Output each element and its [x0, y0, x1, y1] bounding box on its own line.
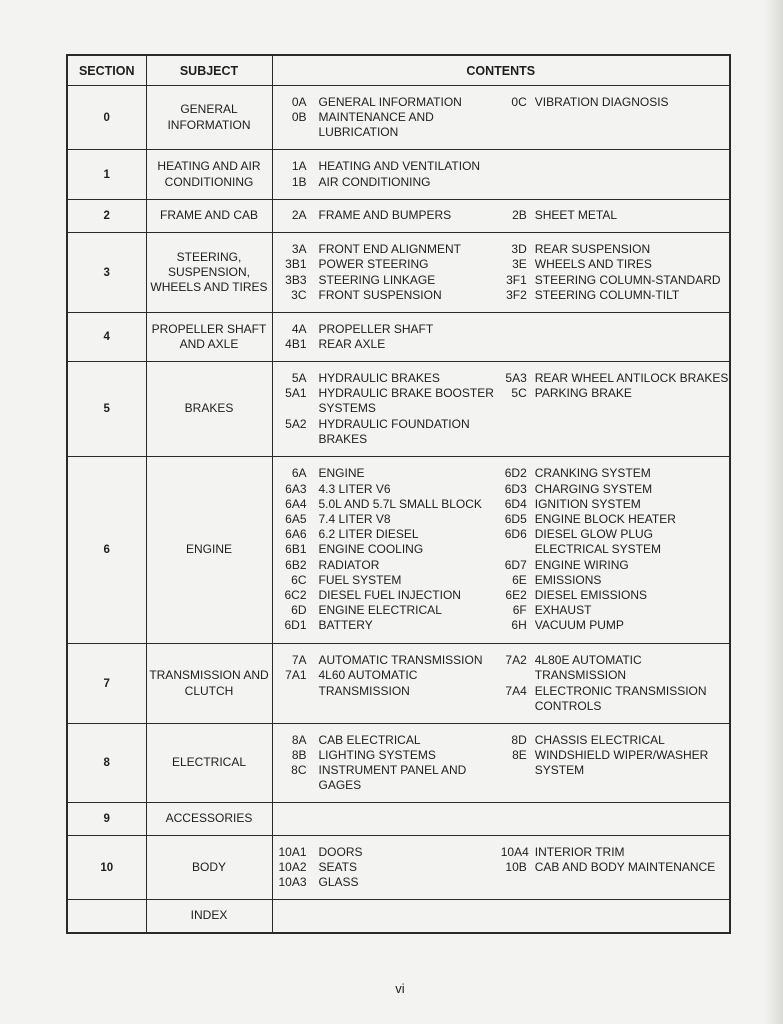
subsection-code: 3E	[512, 257, 527, 272]
subsection-code: 6A6	[285, 527, 307, 542]
subsection-code: 6E	[512, 572, 527, 587]
list-item	[273, 497, 501, 512]
section-contents	[272, 200, 730, 233]
subsection-title: STEERING COLUMN-STANDARD	[534, 272, 721, 287]
list-item	[501, 653, 729, 683]
table-of-contents	[66, 54, 731, 934]
subsection-code: 1A	[291, 159, 307, 174]
list-item	[273, 527, 501, 542]
subsection-code: 7A1	[285, 668, 307, 683]
section-number: 10	[67, 836, 146, 900]
subsection-title: INSTRUMENT PANEL AND GAGES	[318, 763, 467, 793]
subsection-code: 8B	[291, 747, 307, 762]
list-item	[273, 603, 501, 618]
list-item	[501, 208, 729, 223]
list-item	[273, 95, 501, 110]
list-item	[273, 512, 501, 527]
subsection-code: 0A	[291, 94, 307, 109]
table-row	[67, 313, 730, 362]
subsection-code: 6A5	[285, 511, 307, 526]
list-item	[273, 322, 501, 337]
contents-column-right	[501, 322, 729, 352]
subsection-code: 5C	[511, 386, 527, 401]
subsection-title: STEERING COLUMN-TILT	[534, 287, 680, 302]
contents-column-left	[273, 242, 501, 303]
subsection-title: HYDRAULIC BRAKES	[318, 370, 440, 385]
contents-column-right	[501, 845, 729, 891]
section-subject: BRAKES	[146, 362, 272, 457]
list-item	[501, 733, 729, 748]
list-item	[273, 110, 501, 140]
subsection-title: 4.3 LITER V6	[318, 481, 391, 496]
table-row	[67, 803, 730, 836]
contents-column-left	[273, 653, 501, 714]
subsection-code: 1B	[291, 174, 307, 189]
contents-column-right	[501, 208, 729, 223]
subsection-title: STEERING LINKAGE	[318, 272, 436, 287]
list-item	[273, 242, 501, 257]
list-item	[501, 512, 729, 527]
list-item	[273, 588, 501, 603]
subsection-code: 2A	[291, 208, 307, 223]
subsection-title: INTERIOR TRIM	[534, 844, 625, 859]
list-item	[501, 273, 729, 288]
subsection-code: 6H	[511, 618, 527, 633]
subsection-title: PARKING BRAKE	[534, 386, 632, 401]
table-row	[67, 362, 730, 457]
subsection-title: AIR CONDITIONING	[318, 174, 431, 189]
contents-column-left	[273, 95, 501, 141]
contents-column-right	[501, 159, 729, 189]
subsection-code: 8C	[291, 763, 307, 777]
table-row	[67, 900, 730, 933]
page-number: vi	[395, 981, 405, 996]
subsection-code: 0C	[511, 94, 527, 109]
contents-column-left	[273, 733, 501, 794]
section-number: 0	[67, 86, 146, 150]
section-contents	[272, 644, 730, 724]
subsection-code: 6A4	[285, 496, 307, 511]
contents-column-left	[273, 208, 501, 223]
list-item	[273, 618, 501, 633]
subsection-code: 3B1	[285, 257, 307, 272]
subsection-title: DOORS	[318, 844, 363, 859]
list-item	[501, 242, 729, 257]
subsection-title: PROPELLER SHAFT	[318, 321, 434, 336]
list-item	[273, 273, 501, 288]
subsection-code: 10B	[505, 859, 527, 874]
section-contents	[272, 836, 730, 900]
subsection-title: VACUUM PUMP	[534, 618, 624, 633]
section-number: 5	[67, 362, 146, 457]
subsection-title: 6.2 LITER DIESEL	[318, 527, 419, 542]
section-subject: PROPELLER SHAFT AND AXLE	[146, 313, 272, 362]
subsection-title: 4L60 AUTOMATIC TRANSMISSION	[318, 668, 418, 698]
list-item	[501, 860, 729, 875]
subsection-title: WINDSHIELD WIPER/WASHER SYSTEM	[534, 747, 709, 777]
table-row	[67, 836, 730, 900]
subsection-code: 6A	[291, 466, 307, 481]
subsection-title: FRONT SUSPENSION	[318, 287, 442, 302]
subsection-code: 6D	[291, 603, 307, 618]
subsection-code: 5A3	[505, 370, 527, 385]
subsection-code: 4B1	[285, 337, 307, 351]
section-contents	[272, 724, 730, 803]
table-row	[67, 457, 730, 644]
list-item	[273, 159, 501, 174]
subsection-title: GLASS	[318, 875, 359, 890]
subsection-title: VIBRATION DIAGNOSIS	[534, 94, 669, 109]
list-item	[273, 482, 501, 497]
subsection-title: ENGINE COOLING	[318, 542, 424, 557]
subsection-title: REAR SUSPENSION	[534, 242, 651, 257]
subsection-code: 3C	[291, 287, 307, 302]
list-item	[273, 860, 501, 875]
subsection-title: ENGINE WIRING	[534, 557, 629, 572]
list-item	[273, 763, 501, 793]
subsection-code: 6A3	[285, 481, 307, 496]
subsection-title: 4L80E AUTOMATIC TRANSMISSION	[534, 653, 642, 683]
subsection-code: 3F1	[506, 272, 527, 287]
section-subject: TRANSMISSION AND CLUTCH	[146, 644, 272, 724]
header-row	[67, 55, 730, 86]
header-section: SECTION	[67, 55, 146, 86]
subsection-title: GENERAL INFORMATION	[318, 94, 462, 109]
contents-column-right	[501, 371, 729, 447]
subsection-code: 3D	[511, 242, 527, 257]
section-contents	[272, 313, 730, 362]
subsection-code: 6D6	[504, 527, 527, 542]
list-item	[273, 845, 501, 860]
section-subject: ELECTRICAL	[146, 724, 272, 803]
contents-column-left	[273, 371, 501, 447]
table-row	[67, 233, 730, 313]
subsection-code: 8D	[511, 732, 527, 747]
contents-column-right	[501, 733, 729, 794]
subsection-code: 6D4	[504, 496, 527, 511]
subsection-title: POWER STEERING	[318, 257, 429, 272]
subsection-title: 5.0L AND 5.7L SMALL BLOCK	[318, 496, 482, 511]
subsection-title: MAINTENANCE AND LUBRICATION	[318, 109, 434, 140]
subsection-code: 3A	[291, 242, 307, 257]
subsection-title: RADIATOR	[318, 557, 380, 572]
subsection-title: WHEELS AND TIRES	[534, 257, 652, 272]
subsection-code: 3F2	[506, 287, 527, 302]
list-item	[273, 542, 501, 557]
list-item	[501, 497, 729, 512]
list-item	[273, 466, 501, 481]
subsection-code: 6B1	[285, 542, 307, 557]
section-number: 8	[67, 724, 146, 803]
subsection-title: ENGINE BLOCK HEATER	[534, 511, 676, 526]
list-item	[501, 482, 729, 497]
list-item	[501, 603, 729, 618]
subsection-title: CHARGING SYSTEM	[534, 481, 653, 496]
subsection-code: 7A4	[505, 683, 527, 698]
header-contents: CONTENTS	[272, 55, 730, 86]
section-number: 1	[67, 150, 146, 200]
subsection-title: ENGINE ELECTRICAL	[318, 603, 442, 618]
subsection-code: 10A2	[278, 859, 307, 874]
subsection-title: CHASSIS ELECTRICAL	[534, 732, 665, 747]
list-item	[273, 573, 501, 588]
list-item	[273, 288, 501, 303]
subsection-title: FRAME AND BUMPERS	[318, 208, 452, 223]
header-subject: SUBJECT	[146, 55, 272, 86]
section-contents	[272, 233, 730, 313]
subsection-title: 7.4 LITER V8	[318, 511, 391, 526]
list-item	[273, 417, 501, 447]
section-subject: GENERAL INFORMATION	[146, 86, 272, 150]
subsection-code: 6F	[512, 603, 527, 618]
subsection-code: 5A2	[285, 416, 307, 431]
subsection-code: 6B2	[285, 557, 307, 572]
section-number: 3	[67, 233, 146, 313]
contents-column-right	[501, 466, 729, 633]
section-subject: INDEX	[146, 900, 272, 933]
subsection-title: CAB AND BODY MAINTENANCE	[534, 859, 716, 874]
subsection-code: 10A1	[278, 844, 307, 859]
contents-column-right	[501, 242, 729, 303]
subsection-title: CAB ELECTRICAL	[318, 732, 421, 747]
subsection-title: IGNITION SYSTEM	[534, 496, 641, 511]
table-row	[67, 150, 730, 200]
list-item	[273, 208, 501, 223]
list-item	[501, 573, 729, 588]
subsection-code: 4A	[291, 321, 307, 336]
contents-column-left	[273, 466, 501, 633]
section-number	[67, 900, 146, 933]
list-item	[501, 684, 729, 714]
list-item	[273, 386, 501, 416]
subsection-title: REAR AXLE	[318, 337, 386, 351]
subsection-code: 3B3	[285, 272, 307, 287]
list-item	[501, 288, 729, 303]
subsection-code: 6D5	[504, 511, 527, 526]
table-row	[67, 86, 730, 150]
section-subject: STEERING, SUSPENSION, WHEELS AND TIRES	[146, 233, 272, 313]
section-subject: FRAME AND CAB	[146, 200, 272, 233]
list-item	[273, 337, 501, 352]
list-item	[273, 875, 501, 890]
subsection-title: HYDRAULIC FOUNDATION BRAKES	[318, 416, 470, 446]
subsection-title: FUEL SYSTEM	[318, 572, 402, 587]
list-item	[501, 466, 729, 481]
subsection-code: 10A3	[278, 875, 307, 890]
list-item	[501, 257, 729, 272]
subsection-title: CRANKING SYSTEM	[534, 466, 651, 481]
subsection-title: SEATS	[318, 859, 357, 874]
table-body	[67, 86, 730, 933]
table-row	[67, 644, 730, 724]
table-row	[67, 200, 730, 233]
subsection-title: DIESEL EMISSIONS	[534, 588, 648, 602]
subsection-title: DIESEL FUEL INJECTION	[318, 588, 461, 602]
contents-column-left	[273, 159, 501, 189]
table-row	[67, 724, 730, 803]
list-item	[501, 386, 729, 401]
section-number: 4	[67, 313, 146, 362]
subsection-code: 6D3	[504, 481, 527, 496]
subsection-code: 8E	[512, 747, 527, 762]
subsection-title: AUTOMATIC TRANSMISSION	[318, 653, 483, 668]
subsection-code: 10A4	[500, 844, 529, 859]
list-item	[501, 558, 729, 573]
section-number: 7	[67, 644, 146, 724]
section-subject: ACCESSORIES	[146, 803, 272, 836]
contents-column-left	[273, 845, 501, 891]
subsection-title: LIGHTING SYSTEMS	[318, 747, 436, 762]
list-item	[273, 668, 501, 698]
section-subject: BODY	[146, 836, 272, 900]
section-contents	[272, 362, 730, 457]
subsection-code: 7A	[291, 653, 307, 668]
subsection-title: ENGINE	[318, 466, 365, 481]
subsection-code: 6D2	[504, 466, 527, 481]
section-subject: ENGINE	[146, 457, 272, 644]
subsection-code: 6C2	[284, 588, 307, 602]
subsection-code: 5A1	[285, 386, 307, 401]
page-edge-shadow	[765, 0, 783, 1024]
subsection-title: EMISSIONS	[534, 572, 602, 587]
list-item	[501, 588, 729, 603]
subsection-code: 8A	[291, 732, 307, 747]
subsection-title: DIESEL GLOW PLUG ELECTRICAL SYSTEM	[534, 527, 662, 557]
section-number: 2	[67, 200, 146, 233]
contents-column-left	[273, 322, 501, 352]
subsection-code: 5A	[291, 370, 307, 385]
section-number: 6	[67, 457, 146, 644]
list-item	[501, 527, 729, 557]
list-item	[273, 653, 501, 668]
subsection-title: SHEET METAL	[534, 208, 617, 223]
list-item	[273, 748, 501, 763]
subsection-title: HYDRAULIC BRAKE BOOSTER SYSTEMS	[318, 386, 494, 416]
list-item	[501, 95, 729, 110]
list-item	[273, 175, 501, 190]
subsection-title: ELECTRONIC TRANSMISSION CONTROLS	[534, 683, 707, 713]
subsection-code: 6D1	[284, 618, 307, 633]
contents-column-right	[501, 95, 729, 141]
subsection-code: 6C	[291, 572, 307, 587]
subsection-code: 0B	[291, 109, 307, 124]
list-item	[273, 733, 501, 748]
list-item	[501, 618, 729, 633]
subsection-title: HEATING AND VENTILATION	[318, 159, 481, 174]
subsection-code: 2B	[512, 208, 527, 223]
section-contents	[272, 803, 730, 836]
section-subject: HEATING AND AIR CONDITIONING	[146, 150, 272, 200]
section-contents	[272, 150, 730, 200]
list-item	[501, 748, 729, 778]
section-contents	[272, 457, 730, 644]
subsection-title: BATTERY	[318, 618, 373, 633]
subsection-title: FRONT END ALIGNMENT	[318, 242, 461, 257]
list-item	[273, 371, 501, 386]
list-item	[273, 257, 501, 272]
list-item	[501, 845, 729, 860]
section-contents	[272, 86, 730, 150]
list-item	[273, 558, 501, 573]
contents-column-right	[501, 653, 729, 714]
subsection-code: 7A2	[505, 653, 527, 668]
subsection-title: REAR WHEEL ANTILOCK BRAKES	[534, 370, 729, 385]
section-contents	[272, 900, 730, 933]
subsection-code: 6E2	[505, 588, 527, 602]
list-item	[501, 371, 729, 386]
section-number: 9	[67, 803, 146, 836]
subsection-title: EXHAUST	[534, 603, 592, 618]
subsection-code: 6D7	[504, 557, 527, 572]
